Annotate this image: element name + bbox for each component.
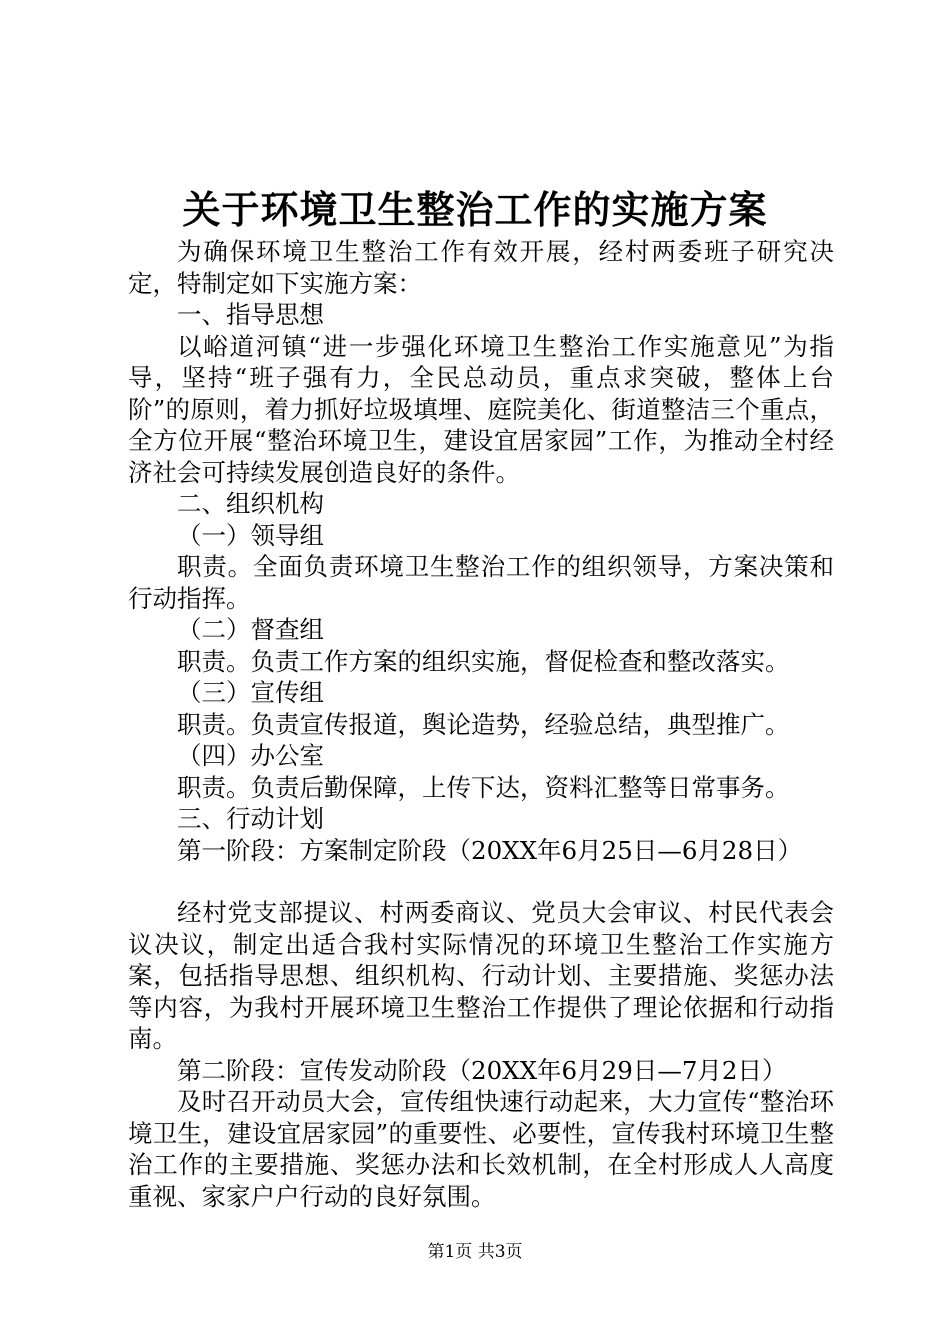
office-duty-paragraph: 职责。负责后勤保障，上传下达，资料汇整等日常事务。 [177, 772, 790, 802]
publicity-duty-paragraph: 职责。负责宣传报道，舆论造势，经验总结，典型推广。 [177, 709, 790, 739]
section-heading-action-plan: 三、行动计划 [177, 804, 324, 833]
document-body [128, 236, 834, 1212]
leadership-duty-paragraph: 职责。全面负责环境卫生整治工作的组织领导，方案决策和行动指挥。 [128, 552, 834, 613]
page-footer: 第1页 共3页 [427, 1242, 523, 1262]
intro-paragraph: 为确保环境卫生整治工作有效开展，经村两委班子研究决定，特制定如下实施方案： [128, 237, 834, 298]
section-heading-organization: 二、组织机构 [177, 489, 324, 518]
phase-two-heading: 第二阶段：宣传发动阶段（20XX年6月29日—7月2日） [177, 1055, 787, 1085]
document-title: 关于环境卫生整治工作的实施方案 [182, 187, 768, 232]
phase-one-heading: 第一阶段：方案制定阶段（20XX年6月25日—6月28日） [177, 835, 803, 865]
guiding-idea-paragraph: 以峪道河镇“进一步强化环境卫生整治工作实施意见”为指导，坚持“班子强有力，全民总动员，重点求突破，整体上台阶”的原则，着力抓好垃圾填埋、庭院美化、街道整洁三个重点，全方位开展“整治环境卫生，建设宜居家园”工作，为推动全村经济社会可持续发展创造良好的条件。 [128, 331, 834, 487]
inspection-duty-paragraph: 职责。负责工作方案的组织实施，督促检查和整改落实。 [177, 646, 790, 676]
section-heading-guiding-idea: 一、指导思想 [177, 300, 324, 329]
phase-one-paragraph: 经村党支部提议、村两委商议、党员大会审议、村民代表会议决议，制定出适合我村实际情况的环境卫生整治工作实施方案，包括指导思想、组织机构、行动计划、主要措施、奖惩办法等内容，为我村开展环境卫生整治工作提供了理论依据和行动指南。 [128, 898, 834, 1053]
subheading-office: （四）办公室 [177, 741, 324, 770]
subheading-publicity-group: （三）宣传组 [177, 678, 324, 707]
subheading-inspection-group: （二）督查组 [177, 615, 324, 644]
subheading-leadership-group: （一）领导组 [177, 520, 324, 550]
phase-two-paragraph: 及时召开动员大会，宣传组快速行动起来，大力宣传“整治环境卫生，建设宜居家园”的重要性、必要性，宣传我村环境卫生整治工作的主要措施、奖惩办法和长效机制，在全村形成人人高度重视、家家户户行动的良好氛围。 [128, 1087, 834, 1211]
